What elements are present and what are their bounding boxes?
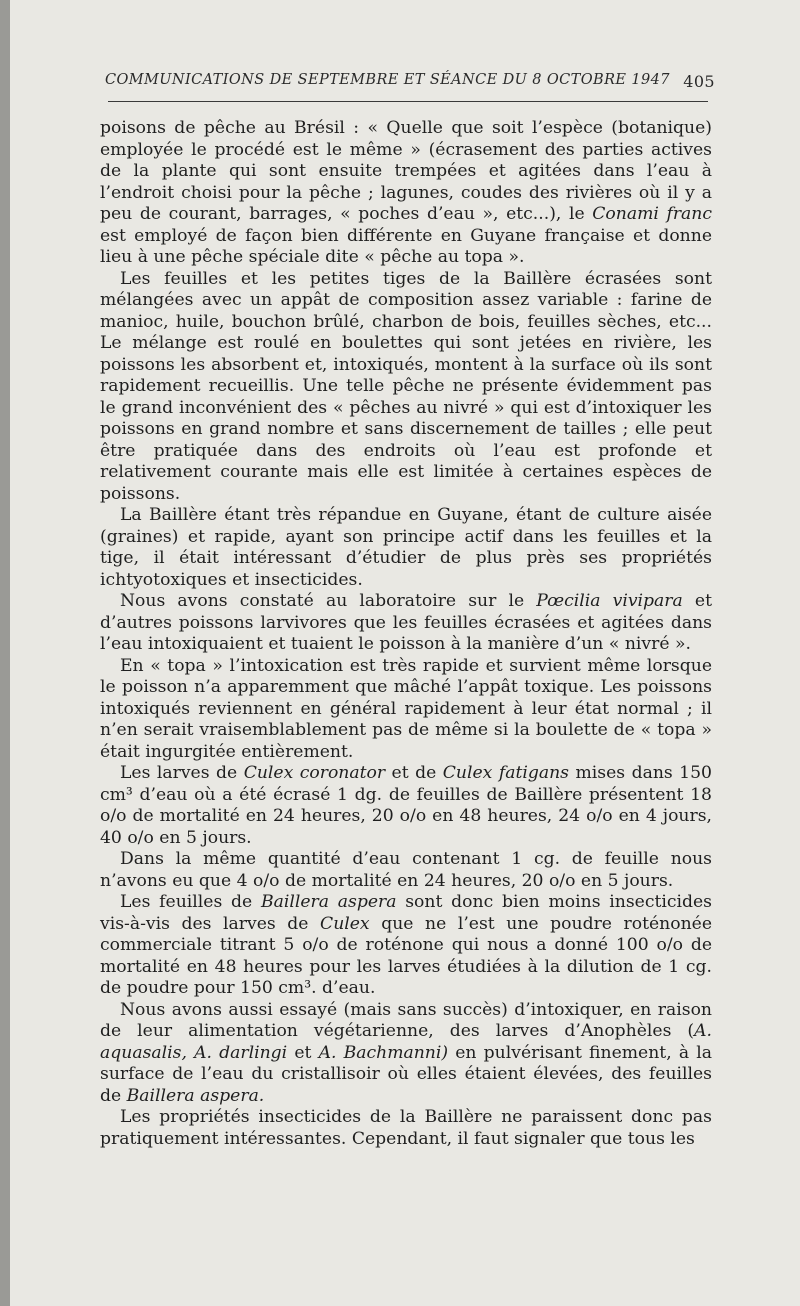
text-run: mises dans 150 cm³ d’eau où a été écrasé 1 dg. de feuilles de Baillère présentent 18 o/o de mortalité en 24 heures, 20 o/o en 48 heures, 24 o/o en 4 jours, 40 o/o en 5 jours. (100, 763, 712, 848)
paragraph (100, 656, 712, 764)
paragraph (100, 892, 712, 1000)
text-run: est employé de façon bien différente en Guyane française et donne lieu à une pêche spéciale dite « pêche au topa ». (100, 225, 712, 267)
italic-term: Conami franc (592, 204, 713, 224)
text-run: et de (385, 763, 443, 783)
text-run: que ne l’est une poudre roténonée commerciale titrant 5 o/o de roténone qui nous a donné 100 o/o de mortalité en 48 heures pour les larves étudiées à la dilution de 1 cg. de poudre pour 150 cm³. d’eau. (100, 913, 713, 998)
italic-term: A. aquasalis, A. darlingi (100, 1021, 712, 1063)
text-run: poisons de pêche au Brésil : « Quelle que soit l’espèce (botanique) employée le procédé est le même » (écrasement des parties actives de la plante qui sont ensuite trempées et agitées dans l’eau à l’endroit choisi pour la pêche ; lagunes, coudes des rivières où il y a peu de courant, barrages, « poches d’eau », etc...), le (100, 118, 712, 224)
italic-term: Baillera aspera (260, 892, 397, 912)
body-text (100, 118, 712, 1150)
paragraph (100, 505, 712, 591)
italic-term: Culex coronator (243, 763, 386, 783)
text-run: Les propriétés insecticides de la Baillère ne paraissent donc pas pratiquement intéressantes. Cependant, il faut signaler que tous les (100, 1107, 712, 1149)
text-run: Les feuilles de (120, 892, 261, 912)
text-run: Les feuilles et les petites tiges de la Baillère écrasées sont mélangées avec un appât de composition assez variable : farine de manioc, huile, bouchon brûlé, charbon de bois, feuilles sèches, etc... Le mélange est roulé en boulettes qui sont jetées en rivière, les poissons les absorbent et, intoxiqués, montent à la surface où ils sont rapidement recueillis. Une telle pêche ne présente évidemment pas le grand inconvénient des « pêches au nivré » qui est d’intoxiquer les poissons en grand nombre et sans discernement de tailles ; elle peut être pratiquée dans des endroits où l’eau est profonde et relativement courante mais elle est limitée à certaines espèces de poissons. (100, 268, 712, 504)
paragraph (100, 1107, 712, 1150)
italic-term: Culex fatigans (442, 763, 569, 783)
text-run: Nous avons aussi essayé (mais sans succès) d’intoxiquer, en raison de leur alimentation végétarienne, des larves d’Anophèles ( (100, 999, 712, 1041)
italic-term: Baillera aspera. (126, 1085, 265, 1106)
text-run: sont donc bien moins insecticides vis-à-vis des larves de (100, 892, 712, 934)
running-title: COMMUNICATIONS DE SEPTEMBRE ET SÉANCE DU 8 OCTOBRE 1947 (105, 72, 670, 88)
text-run: en pulvérisant finement, à la surface de l’eau du cristallisoir où elles étaient élevées, des feuilles de (100, 1042, 712, 1106)
page-number: 405 (683, 72, 715, 91)
italic-term: Culex (320, 913, 370, 934)
text-run: Dans la même quantité d’eau contenant 1 cg. de feuille nous n’avons eu que 4 o/o de mortalité en 24 heures, 20 o/o en 5 jours. (100, 849, 712, 891)
header-rule (108, 101, 708, 102)
text-run: La Baillère étant très répandue en Guyane, étant de culture aisée (graines) et rapide, ayant son principe actif dans les feuilles et la tige, il était intéressant d’étudier de plus près ses propriétés ichtyotoxiques et insecticides. (100, 505, 712, 590)
text-run: Nous avons constaté au laboratoire sur le (120, 591, 537, 611)
paragraph (100, 591, 712, 656)
text-run: et d’autres poissons larvivores que les feuilles écrasées et agitées dans l’eau intoxiquaient et tuaient le poisson à la manière d’un « nivré ». (100, 591, 712, 654)
paragraph (100, 269, 712, 506)
running-header (105, 72, 715, 91)
paragraph (100, 763, 712, 849)
italic-term: A. Bachmanni) (318, 1042, 449, 1063)
text-run: En « topa » l’intoxication est très rapide et survient même lorsque le poisson n’a apparemment que mâché l’appât toxique. Les poissons intoxiqués reviennent en général rapidement à leur état normal ; il n’en serait vraisemblablement pas de même si la boulette de « topa » était ingurgitée entièrement. (100, 655, 712, 762)
paragraph (100, 118, 712, 269)
italic-term: Pœcilia vivipara (536, 591, 683, 611)
paragraph (100, 1000, 712, 1108)
paragraph (100, 849, 712, 892)
text-run: Les larves de (120, 763, 244, 783)
scan-binding-edge (0, 0, 10, 1306)
text-run: et (287, 1042, 319, 1063)
